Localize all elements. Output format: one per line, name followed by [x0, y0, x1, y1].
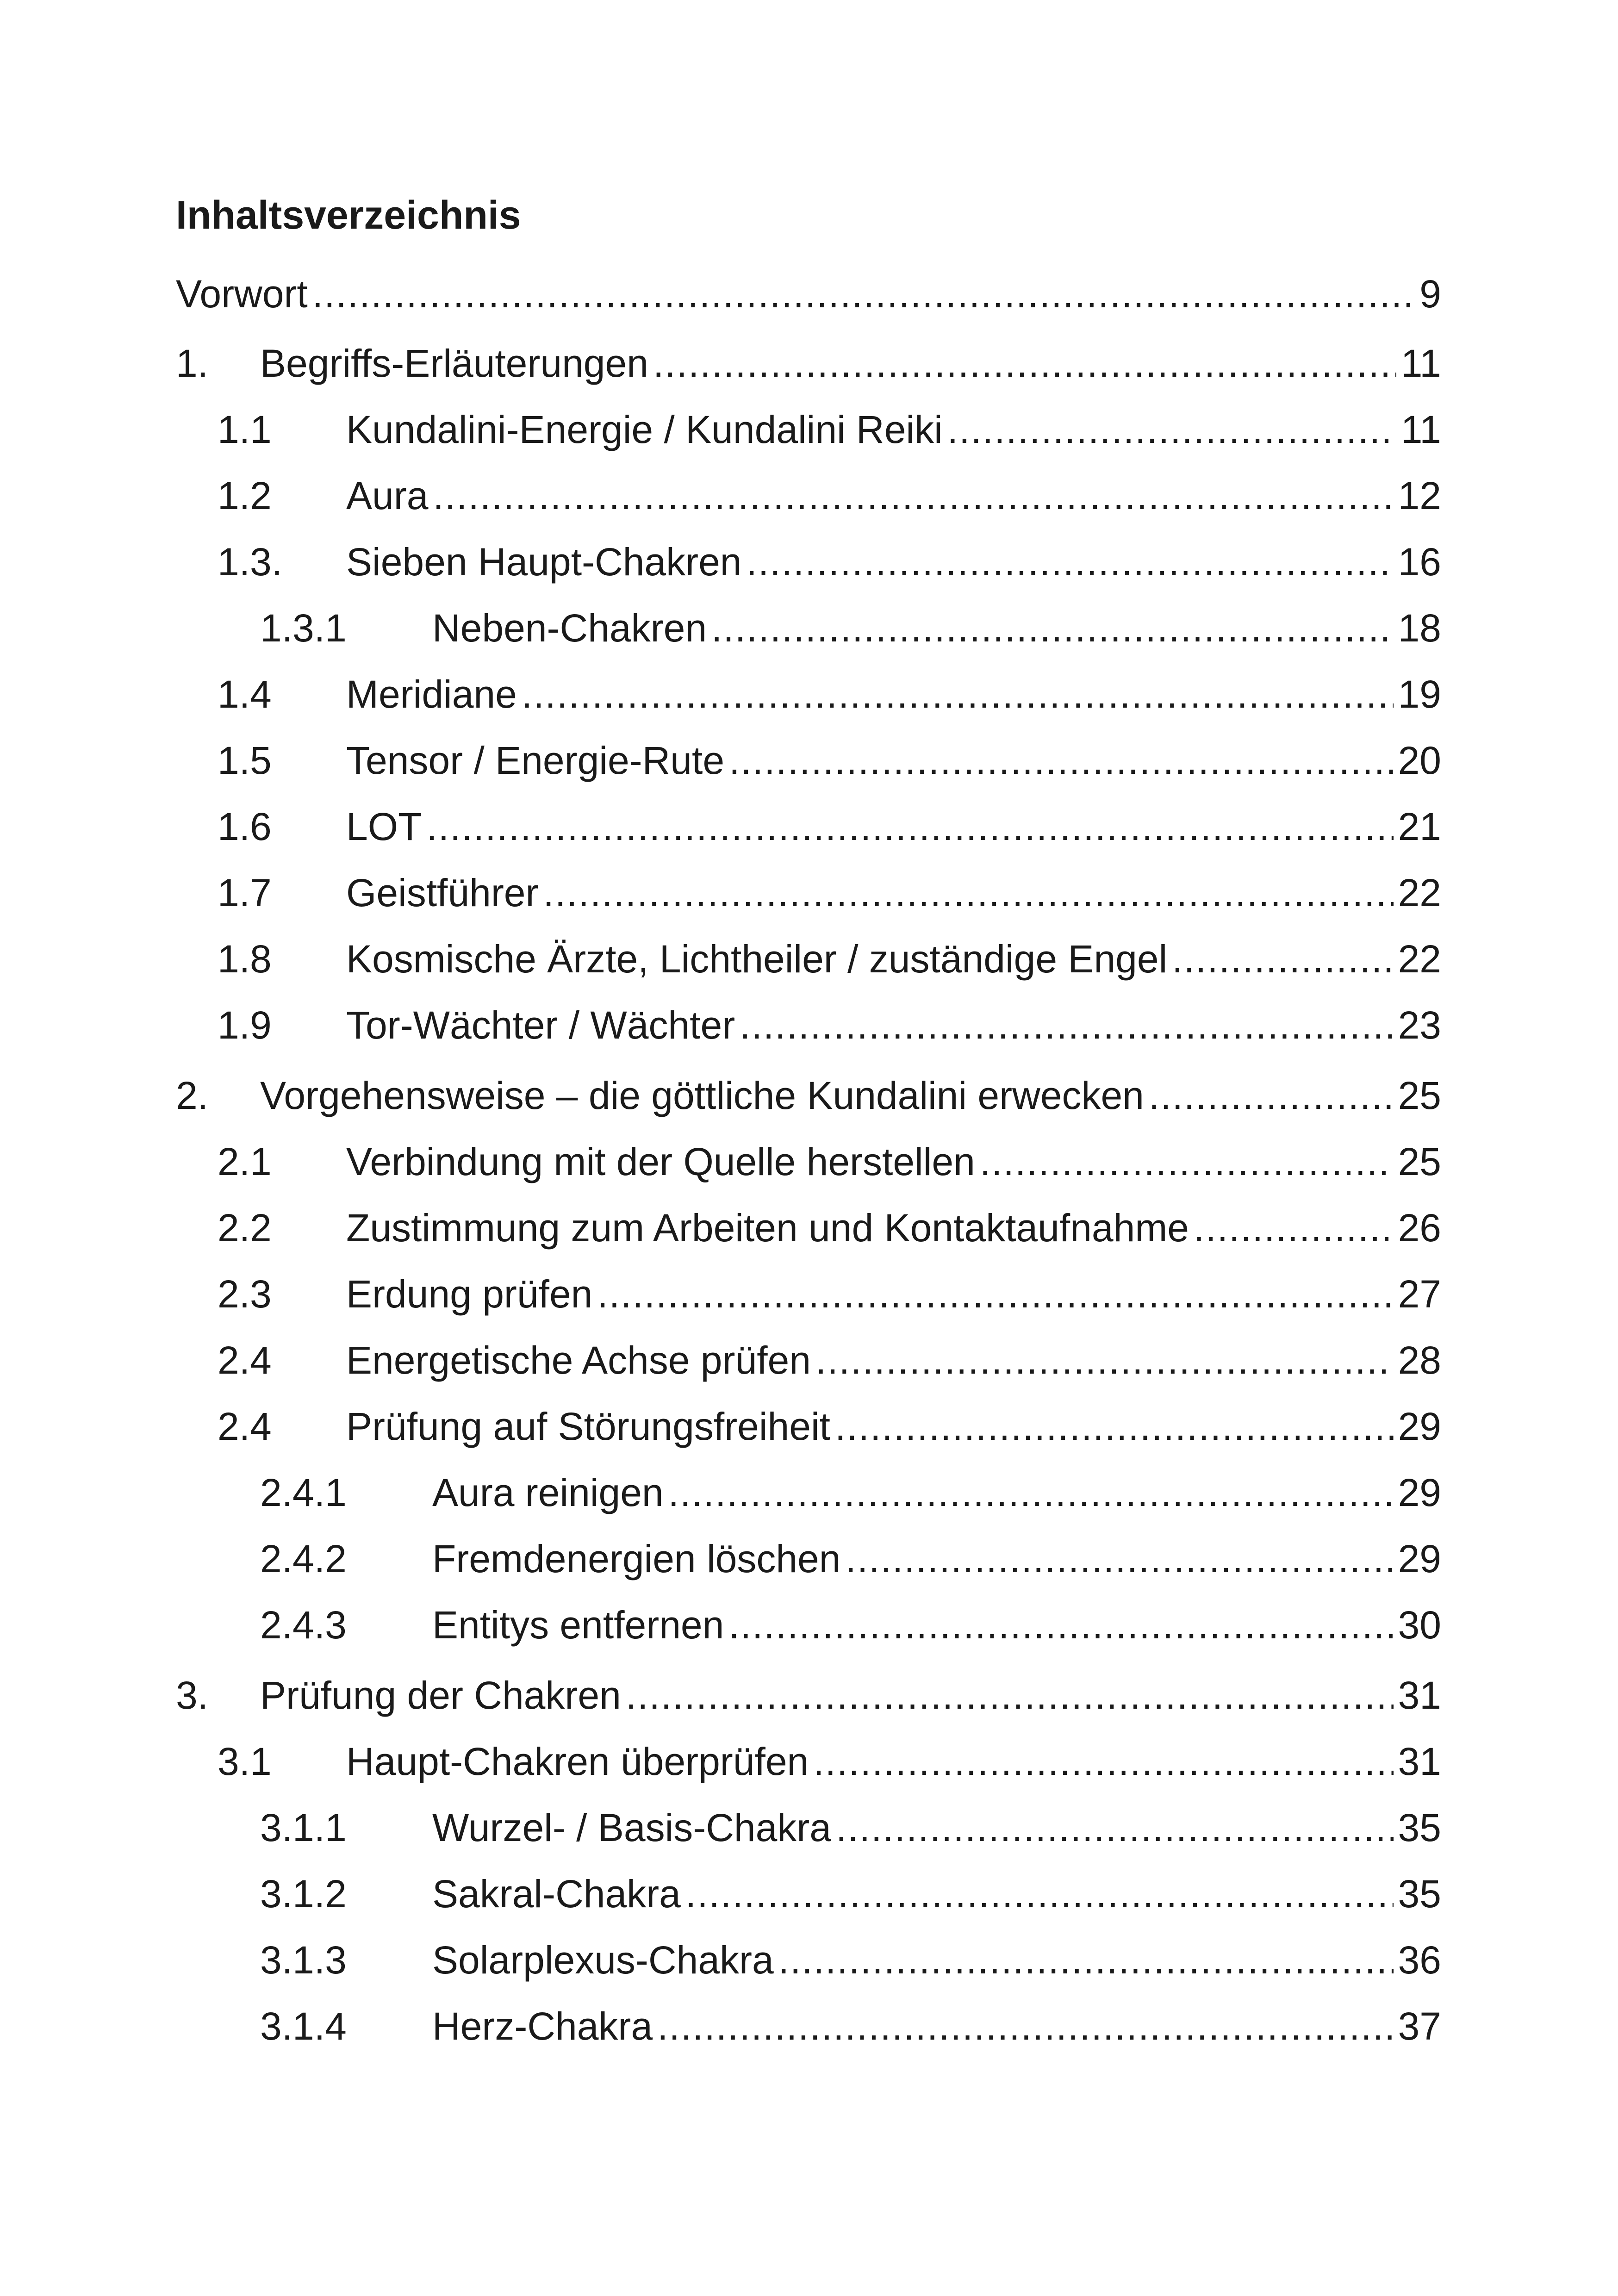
dot-leader	[846, 1533, 1394, 1584]
dot-leader	[1194, 1202, 1394, 1253]
toc-entry-page: 12	[1398, 474, 1441, 517]
dot-leader	[815, 1335, 1394, 1386]
toc-entry[interactable]	[218, 536, 1441, 587]
dot-leader	[668, 1467, 1394, 1518]
toc-entry-page: 19	[1398, 672, 1441, 716]
toc-entry-page: 29	[1398, 1471, 1441, 1514]
toc-entry[interactable]	[218, 1136, 1441, 1187]
toc-entry[interactable]	[218, 1736, 1441, 1787]
toc-entry-number: 1.3.1	[260, 606, 347, 650]
toc-entry-page: 28	[1398, 1338, 1441, 1382]
dot-leader	[711, 603, 1394, 653]
toc-entry-label: Begriffs-Erläuterungen	[260, 342, 648, 385]
toc-entry-page: 31	[1398, 1674, 1441, 1717]
toc-entry-page: 29	[1398, 1405, 1441, 1448]
toc-entry-label: LOT	[346, 805, 422, 848]
dot-leader	[728, 1599, 1393, 1650]
toc-entry-label: Vorwort	[176, 272, 308, 316]
dot-leader	[1172, 933, 1393, 984]
toc-entry-page: 25	[1398, 1074, 1441, 1117]
toc-entry-label: Verbindung mit der Quelle herstellen	[346, 1140, 975, 1183]
toc-entry-number: 1.6	[218, 805, 272, 848]
toc-entry-page: 35	[1398, 1806, 1441, 1849]
toc-entry-label: Entitys entfernen	[432, 1603, 724, 1647]
toc-entry-page: 22	[1398, 871, 1441, 915]
toc-entry[interactable]	[260, 2001, 1441, 2052]
toc-entry-page: 22	[1398, 937, 1441, 981]
toc-entry-label: Geistführer	[346, 871, 539, 915]
toc-entry-page: 27	[1398, 1272, 1441, 1316]
toc-entry-page: 20	[1398, 739, 1441, 782]
toc-entry-page: 11	[1400, 342, 1441, 385]
toc-entry[interactable]	[260, 1868, 1441, 1919]
toc-entry[interactable]	[260, 1599, 1441, 1650]
dot-leader	[312, 268, 1415, 319]
toc-entry-label: Meridiane	[346, 672, 517, 716]
toc-entry-label: Haupt-Chakren überprüfen	[346, 1740, 809, 1783]
toc-entry-page: 35	[1398, 1872, 1441, 1916]
toc-entry-number: 1.8	[218, 937, 272, 981]
dot-leader	[835, 1401, 1394, 1452]
toc-entry-number: 2.4	[218, 1338, 272, 1382]
toc-entry-page: 11	[1400, 408, 1441, 451]
dot-leader	[522, 669, 1394, 720]
toc-entry-label: Tor-Wächter / Wächter	[346, 1003, 735, 1047]
dot-leader	[747, 536, 1394, 587]
toc-entry[interactable]	[176, 268, 1441, 319]
toc-entry-page: 26	[1398, 1206, 1441, 1250]
toc-entry[interactable]	[260, 1467, 1441, 1518]
toc-entry-number: 3.1.1	[260, 1806, 347, 1849]
toc-entry-number: 1.5	[218, 739, 272, 782]
toc-entry-label: Erdung prüfen	[346, 1272, 593, 1316]
toc-entry-number: 3.1.2	[260, 1872, 347, 1916]
toc-entry-label: Zustimmung zum Arbeiten und Kontaktaufnahme	[346, 1206, 1189, 1250]
toc-entry-number: 1.1	[218, 408, 272, 451]
toc-entry[interactable]	[176, 1070, 1441, 1121]
dot-leader	[597, 1269, 1393, 1319]
toc-entry-label: Aura reinigen	[432, 1471, 664, 1514]
toc-entry-number: 1.4	[218, 672, 272, 716]
dot-leader	[657, 2001, 1393, 2052]
toc-entry-page: 18	[1398, 606, 1441, 650]
toc-entry-label: Energetische Achse prüfen	[346, 1338, 811, 1382]
toc-entry-number: 2.4	[218, 1405, 272, 1448]
toc-entry-number: 1.7	[218, 871, 272, 915]
toc-entry-label: Solarplexus-Chakra	[432, 1938, 774, 1982]
toc-entry-number: 2.1	[218, 1140, 272, 1183]
toc-entry-label: Aura	[346, 474, 429, 517]
toc-entry-number: 1.9	[218, 1003, 272, 1047]
toc-entry[interactable]	[218, 1269, 1441, 1319]
toc-entry[interactable]	[218, 1335, 1441, 1386]
toc-entry-page: 21	[1398, 805, 1441, 848]
toc-entry-label: Herz-Chakra	[432, 2004, 653, 2048]
toc-entry[interactable]	[218, 867, 1441, 918]
toc-entry[interactable]	[218, 669, 1441, 720]
toc-entry[interactable]	[218, 470, 1441, 521]
toc-entry[interactable]	[260, 1802, 1441, 1853]
dot-leader	[947, 404, 1396, 455]
toc-entry-number: 2.4.1	[260, 1471, 347, 1514]
toc-entry-number: 1.	[176, 342, 209, 385]
dot-leader	[836, 1802, 1394, 1853]
toc-entry[interactable]	[260, 1935, 1441, 1985]
toc-entry-number: 2.2	[218, 1206, 272, 1250]
toc-entry-label: Vorgehensweise – die göttliche Kundalini erwecken	[260, 1074, 1144, 1117]
toc-entry-page: 37	[1398, 2004, 1441, 2048]
toc-entry-label: Wurzel- / Basis-Chakra	[432, 1806, 831, 1849]
dot-leader	[980, 1136, 1394, 1187]
toc-entry[interactable]	[260, 603, 1441, 653]
dot-leader	[543, 867, 1394, 918]
toc-entry[interactable]	[218, 933, 1441, 984]
toc-entry[interactable]	[218, 1000, 1441, 1051]
toc-entry-number: 3.1	[218, 1740, 272, 1783]
toc-entry-number: 2.4.3	[260, 1603, 347, 1647]
toc-entry[interactable]	[218, 735, 1441, 786]
dot-leader	[433, 470, 1393, 521]
toc-entry-number: 2.3	[218, 1272, 272, 1316]
dot-leader	[729, 735, 1393, 786]
dot-leader	[653, 338, 1396, 389]
dot-leader	[685, 1868, 1394, 1919]
toc-entry[interactable]	[218, 1401, 1441, 1452]
dot-leader	[626, 1670, 1394, 1721]
toc-entry-page: 36	[1398, 1938, 1441, 1982]
dot-leader	[778, 1935, 1394, 1985]
toc-entry-page: 23	[1398, 1003, 1441, 1047]
toc-entry-page: 25	[1398, 1140, 1441, 1183]
dot-leader	[426, 801, 1393, 852]
toc-entry-label: Neben-Chakren	[432, 606, 707, 650]
toc-entry[interactable]	[176, 338, 1441, 389]
toc-entry-label: Sieben Haupt-Chakren	[346, 540, 742, 584]
toc-entry[interactable]	[176, 1670, 1441, 1721]
toc-entry-page: 30	[1398, 1603, 1441, 1647]
toc-entry[interactable]	[260, 1533, 1441, 1584]
toc-entry-number: 3.1.3	[260, 1938, 347, 1982]
toc-entry-number: 1.2	[218, 474, 272, 517]
toc-entry-number: 3.	[176, 1674, 209, 1717]
dot-leader	[813, 1736, 1393, 1787]
toc-title: Inhaltsverzeichnis	[176, 193, 521, 237]
toc-entry-label: Fremdenergien löschen	[432, 1537, 841, 1580]
toc-entry-label: Prüfung auf Störungsfreiheit	[346, 1405, 830, 1448]
toc-entry-label: Kosmische Ärzte, Lichtheiler / zuständige Engel	[346, 937, 1168, 981]
toc-entry-page: 16	[1398, 540, 1441, 584]
toc-entry[interactable]	[218, 1202, 1441, 1253]
toc-entry-label: Prüfung der Chakren	[260, 1674, 621, 1717]
toc-entry-page: 29	[1398, 1537, 1441, 1580]
toc-entry[interactable]	[218, 404, 1441, 455]
toc-entry-number: 2.4.2	[260, 1537, 347, 1580]
dot-leader	[740, 1000, 1393, 1051]
toc-entry-page: 9	[1419, 272, 1441, 316]
toc-entry-number: 1.3.	[218, 540, 283, 584]
dot-leader	[1149, 1070, 1394, 1121]
toc-entry-label: Kundalini-Energie / Kundalini Reiki	[346, 408, 943, 451]
toc-entry-page: 31	[1398, 1740, 1441, 1783]
toc-entry-label: Sakral-Chakra	[432, 1872, 681, 1916]
toc-entry-number: 3.1.4	[260, 2004, 347, 2048]
toc-entry[interactable]	[218, 801, 1441, 852]
toc-entry-label: Tensor / Energie-Rute	[346, 739, 725, 782]
toc-entry-number: 2.	[176, 1074, 209, 1117]
